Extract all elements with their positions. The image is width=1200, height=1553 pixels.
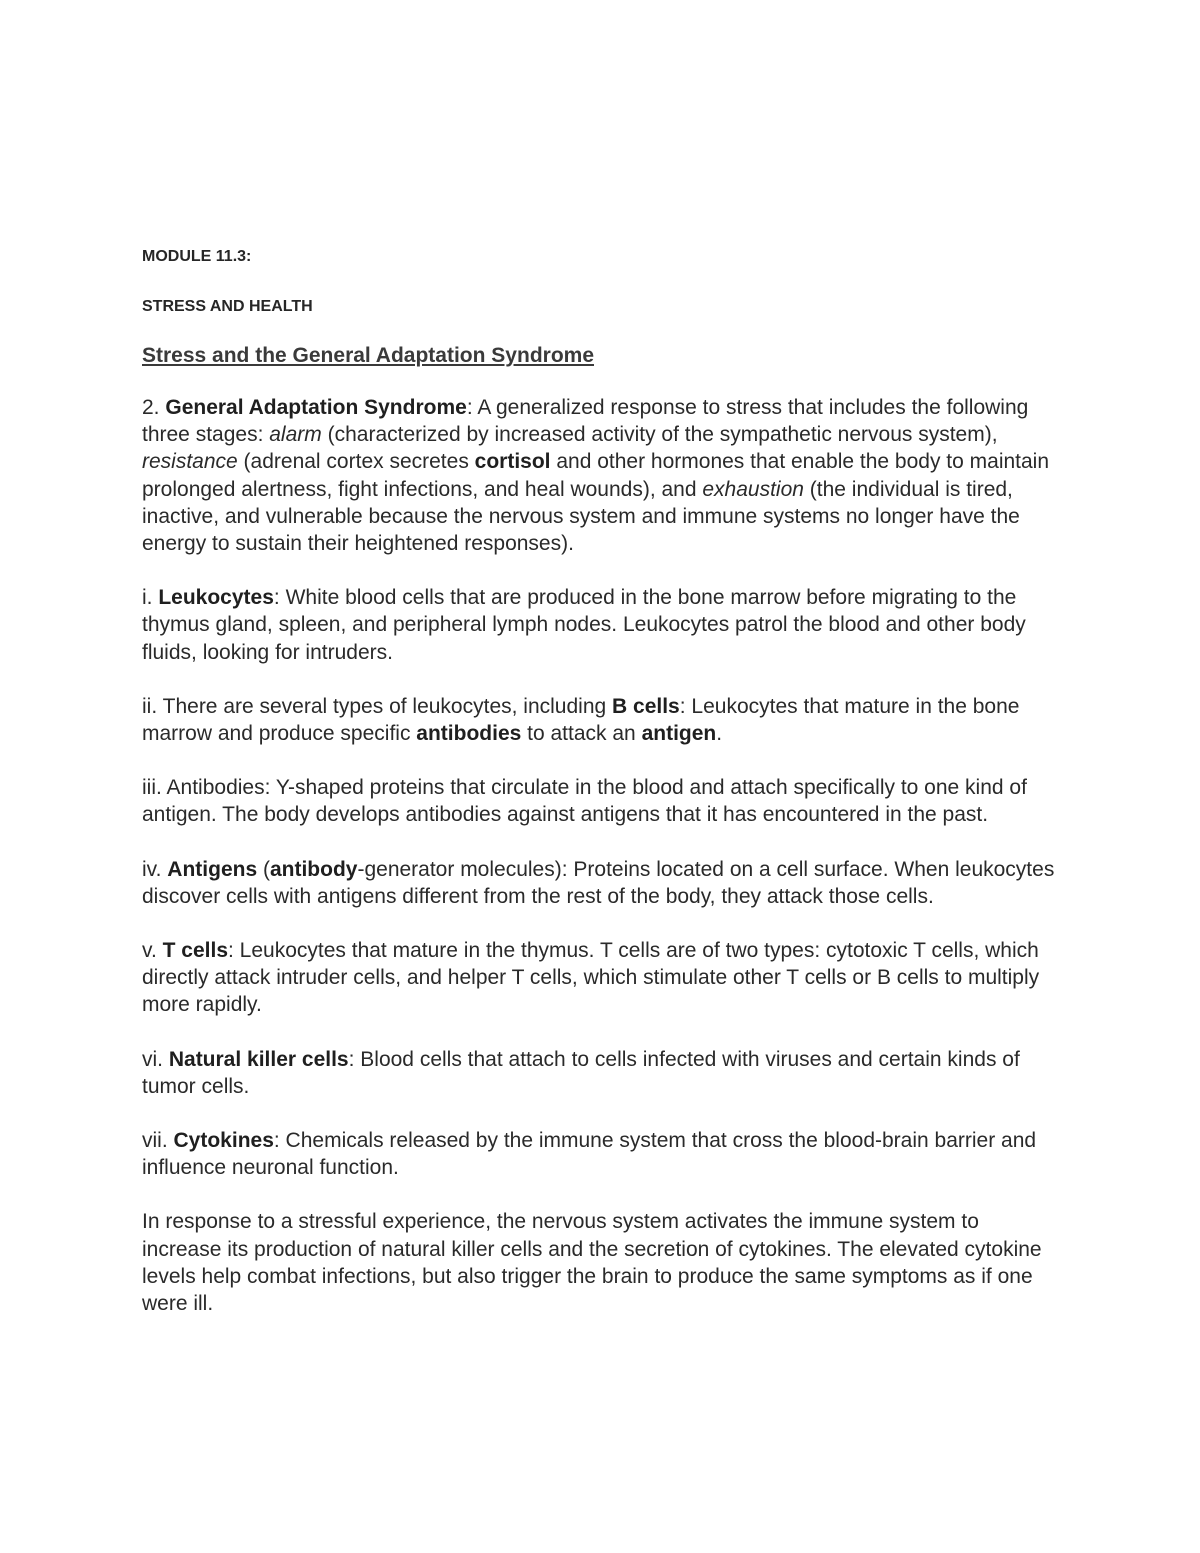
- term-antibody: antibody: [269, 857, 358, 881]
- paragraph-antigens: [142, 856, 1062, 910]
- definition-text: -generator molecules): Proteins located on a cell surface. When leukocytes discover cells with antigens different from the rest of the body, they attack those cells.: [142, 857, 1055, 908]
- term-general-adaptation-syndrome: General Adaptation Syndrome: [165, 396, 467, 419]
- paragraph-t-cells: [142, 937, 1062, 1019]
- term-antigen: antigen: [641, 722, 717, 746]
- definition-text: (the individual is tired, inactive, and vulnerable because the nervous system and immune systems no longer have the energy to sustain their heightened responses).: [142, 477, 1020, 556]
- item-number: v.: [142, 939, 157, 963]
- definition-text: : Leukocytes that mature in the bone marrow and produce specific: [142, 694, 1020, 746]
- paragraph-b-cells: [142, 693, 1062, 747]
- term-exhaustion: exhaustion: [702, 477, 804, 501]
- term-b-cells: B cells: [612, 694, 680, 718]
- paragraph-leukocytes: [142, 584, 1062, 666]
- term-natural-killer-cells: Natural killer cells: [168, 1047, 349, 1071]
- paragraph-closing: In response to a stressful experience, the nervous system activates the immune system to increase its production of natural killer cells and the secretion of cytokines. The elevated cytokine levels help combat infections, but also trigger the brain to produce the same symptoms as if one were ill.: [142, 1210, 1042, 1316]
- definition-text: : A generalized response to stress that includes the following three stages:: [142, 396, 1029, 447]
- item-number: iv.: [142, 857, 162, 881]
- definition-text: : Leukocytes that mature in the thymus. T cells are of two types: cytotoxic T cells, which directly attack intruder cells, and helper T cells, which stimulate other T cells or B cells to multiply more rapidly.: [142, 939, 1040, 1017]
- term-alarm: alarm: [269, 423, 322, 447]
- definition-text: : Chemicals released by the immune system that cross the blood-brain barrier and influence neuronal function.: [142, 1129, 1037, 1180]
- paragraph-natural-killer-cells: [142, 1046, 1062, 1100]
- item-number: vii.: [142, 1129, 168, 1153]
- definition-text: (characterized by increased activity of the sympathetic nervous system),: [321, 423, 998, 447]
- definition-text: (adrenal cortex secretes: [237, 450, 475, 474]
- term-antibodies: antibodies: [416, 722, 522, 746]
- module-number: MODULE 11.3:: [142, 248, 252, 265]
- item-number: 2.: [142, 396, 160, 419]
- definition-text: and other hormones that enable the body to maintain prolonged alertness, fight infections, and heal wounds), and: [142, 450, 1050, 501]
- item-number: i.: [142, 586, 153, 610]
- term-cytokines: Cytokines: [173, 1129, 274, 1153]
- term-leukocytes: Leukocytes: [158, 586, 274, 610]
- definition-text: Antibodies: Y-shaped proteins that circulate in the blood and attach specifically to one kind of antigen. The body develops antibodies against antigens that it has encountered in the past.: [142, 776, 1027, 827]
- term-cortisol: cortisol: [474, 450, 551, 474]
- definition-text: to attack an: [521, 722, 642, 746]
- item-number: vi.: [142, 1047, 163, 1071]
- term-resistance: resistance: [142, 450, 238, 474]
- item-number: ii.: [142, 694, 158, 718]
- document-page: [142, 246, 1062, 1317]
- definition-text: .: [716, 722, 723, 746]
- item-number: iii.: [142, 776, 162, 800]
- module-subject: STRESS AND HEALTH: [142, 298, 313, 315]
- definition-text: : Blood cells that attach to cells infected with viruses and certain kinds of tumor cells.: [142, 1047, 1020, 1098]
- section-heading: Stress and the General Adaptation Syndrome: [142, 344, 594, 367]
- term-antigens: Antigens: [167, 857, 258, 881]
- paragraph-cytokines: [142, 1127, 1062, 1181]
- definition-text: : White blood cells that are produced in the bone marrow before migrating to the thymus gland, spleen, and peripheral lymph nodes. Leukocytes patrol the blood and other body fluids, looking for intruders.: [142, 586, 1026, 664]
- definition-text: (: [257, 857, 270, 881]
- paragraph-general-adaptation-syndrome: [142, 394, 1062, 557]
- term-t-cells: T cells: [162, 939, 228, 963]
- paragraph-antibodies: [142, 774, 1062, 828]
- definition-text: There are several types of leukocytes, including: [157, 694, 613, 718]
